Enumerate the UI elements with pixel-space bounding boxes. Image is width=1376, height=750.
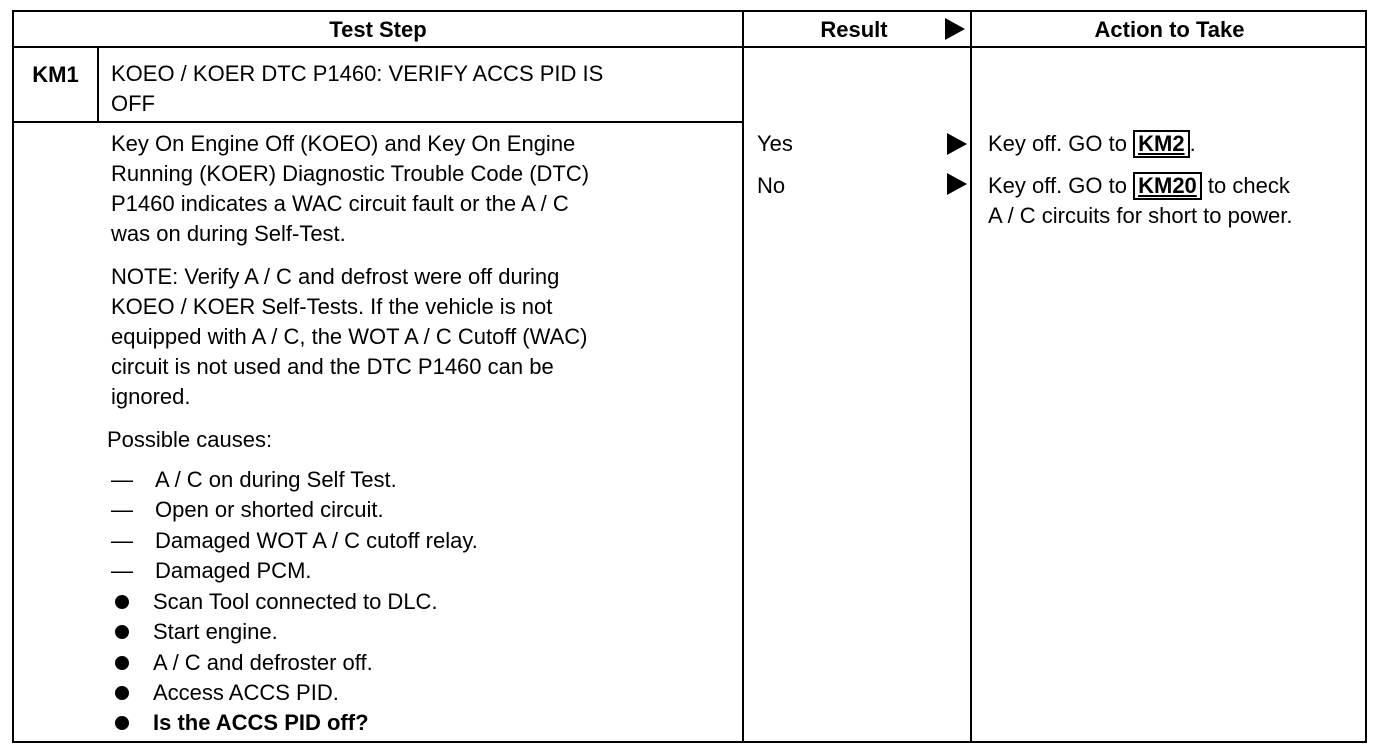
arrow-right-icon: [947, 133, 967, 160]
step-title-line: KOEO / KOER DTC P1460: VERIFY ACCS PID IS: [111, 61, 604, 86]
description-line: Running (KOER) Diagnostic Trouble Code (DTC): [111, 161, 590, 186]
bullet-icon: [115, 595, 129, 609]
list-item: [111, 647, 731, 677]
list-item: [111, 465, 731, 495]
bullet-icon: [115, 686, 129, 700]
step-question: Is the ACCS PID off?: [153, 710, 369, 736]
note-line: equipped with A / C, the WOT A / C Cutoff (WAC): [111, 324, 588, 349]
dash-marker: —: [111, 558, 133, 584]
result-yes: Yes: [757, 131, 793, 156]
goto-km2-link[interactable]: KM2: [1133, 130, 1189, 158]
arrow-right-icon: [945, 18, 965, 45]
causes-label: Possible causes:: [107, 427, 273, 452]
bullet-icon: [115, 625, 129, 639]
step-id: KM1: [32, 62, 79, 87]
header-result: Result: [820, 17, 888, 42]
dash-marker: —: [111, 497, 133, 523]
dash-marker: —: [111, 527, 133, 553]
note-line: circuit is not used and the DTC P1460 can be: [111, 354, 554, 379]
action-text: Key off. GO to: [988, 173, 1134, 198]
procedure-text: Scan Tool connected to DLC.: [153, 588, 438, 614]
action-text: Key off. GO to: [988, 131, 1134, 156]
cause-text: A / C on during Self Test.: [155, 467, 397, 492]
step-id-divider: [97, 46, 99, 123]
note-line: KOEO / KOER Self-Tests. If the vehicle is not: [111, 294, 553, 319]
description-line: P1460 indicates a WAC circuit fault or the A / C: [111, 191, 569, 216]
bullet-icon: [115, 656, 129, 670]
arrow-right-icon: [947, 173, 967, 200]
step-title: [111, 59, 731, 119]
header-action: Action to Take: [1094, 17, 1245, 42]
step-title-line: OFF: [111, 91, 155, 116]
column-divider: [970, 12, 972, 741]
cause-text: Open or shorted circuit.: [155, 497, 384, 523]
step-description: [111, 129, 711, 249]
procedure-text: A / C and defroster off.: [153, 649, 373, 675]
list-item: [111, 495, 731, 525]
action-text: .: [1189, 131, 1196, 156]
bullet-icon: [115, 716, 129, 730]
action-no: [988, 171, 1292, 231]
header-test-step: Test Step: [329, 17, 427, 42]
cause-text: Damaged PCM.: [155, 558, 312, 584]
action-text: to check: [1201, 173, 1290, 198]
note-line: NOTE: Verify A / C and defrost were off during: [111, 264, 560, 289]
list-item: [111, 678, 731, 708]
result-no: No: [757, 173, 786, 198]
action-yes: [988, 129, 1196, 159]
step-title-divider: [14, 121, 744, 123]
goto-km20-link[interactable]: KM20: [1133, 172, 1202, 200]
description-line: Key On Engine Off (KOEO) and Key On Engine: [111, 131, 576, 156]
dash-marker: —: [111, 467, 133, 492]
procedure-text: Access ACCS PID.: [153, 679, 339, 705]
list-item: [111, 708, 731, 738]
cause-text: Damaged WOT A / C cutoff relay.: [155, 527, 478, 553]
diagnostic-table: [12, 10, 1367, 743]
action-text: A / C circuits for short to power.: [988, 203, 1293, 228]
procedure-text: Start engine.: [153, 619, 278, 645]
list-item: [111, 587, 731, 617]
list-item: [111, 556, 731, 586]
causes-list: [111, 465, 731, 739]
description-line: was on during Self-Test.: [111, 221, 346, 246]
step-note: [111, 262, 711, 412]
list-item: [111, 617, 731, 647]
list-item: [111, 526, 731, 556]
note-line: ignored.: [111, 384, 191, 409]
